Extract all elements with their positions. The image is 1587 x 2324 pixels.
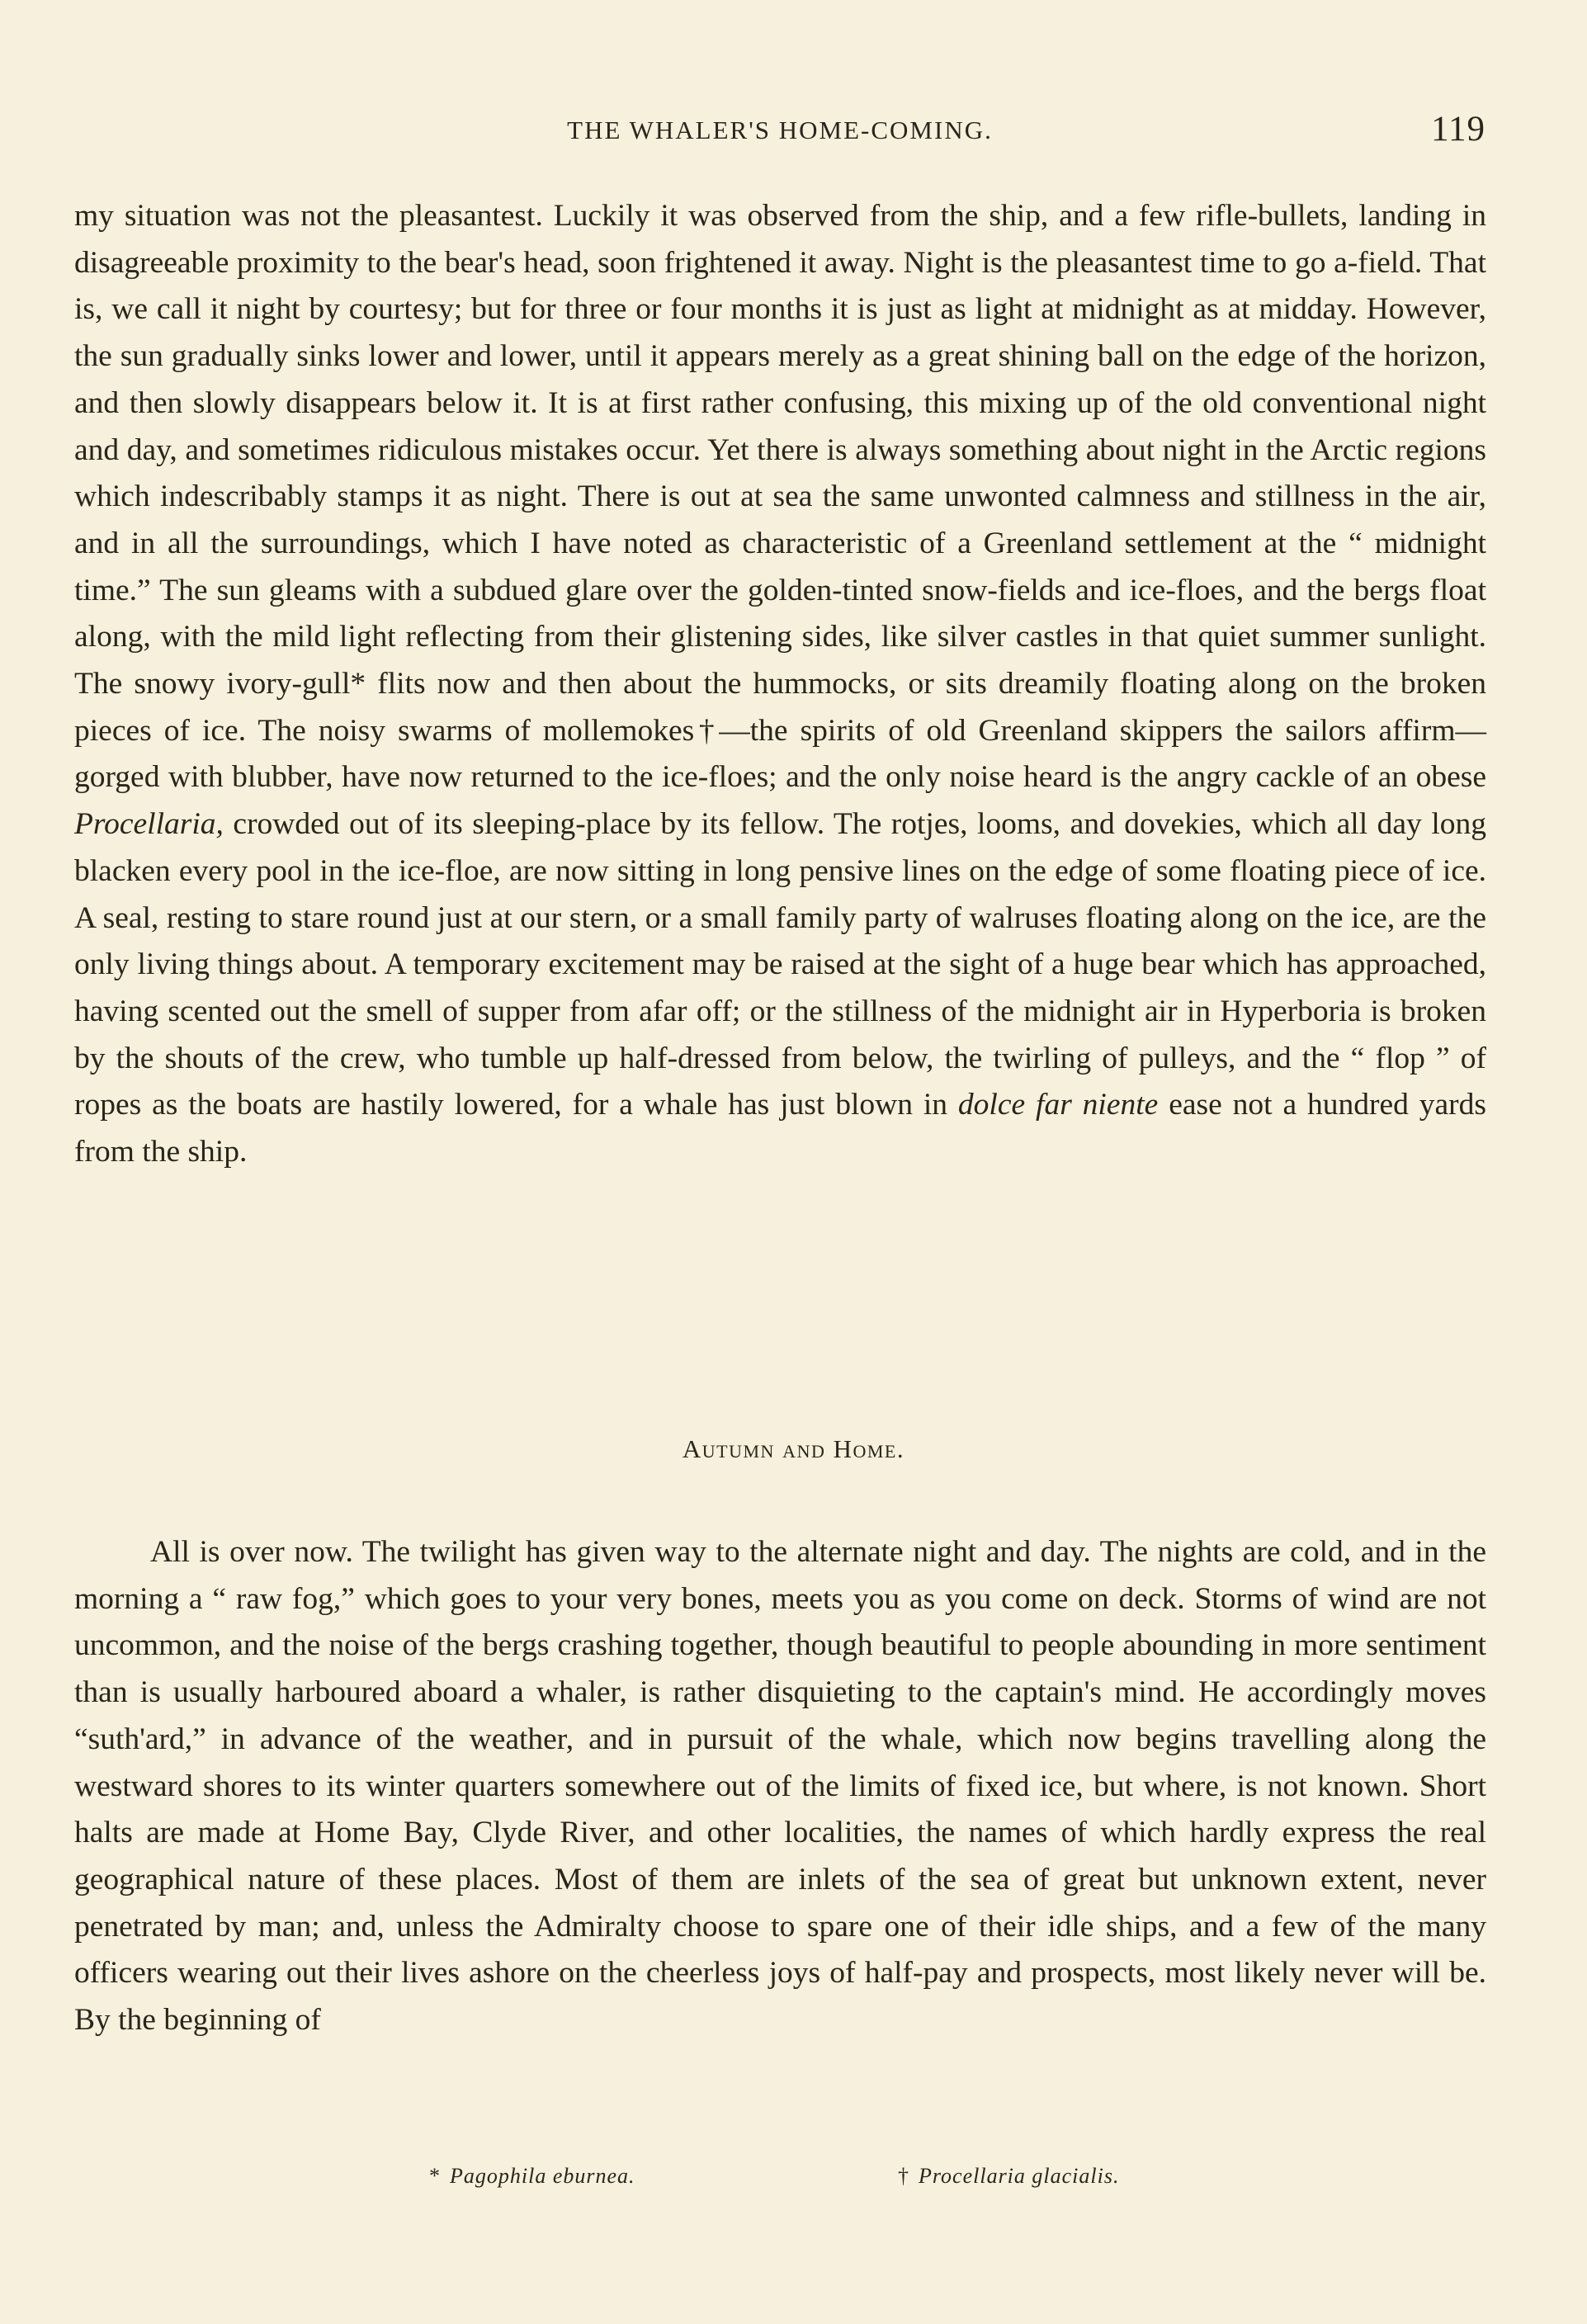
- paragraph-text-segment: my situation was not the pleasantest. Luckily it was observed from the ship, and a few rifle-bullets, landing in disagreeable proximity to the bear's head, soon frightened it away. Night is the pleasantest time to go a-field. That is, we call it night by courtesy; but for three or four months it is just as light at midnight as at midday. However, the sun gradually sinks lower and lower, until it appears merely as a great shining ball on the edge of the horizon, and then slowly disappears below it. It is at first rather confusing, this mixing up of the old conventional night and day, and sometimes ridiculous mistakes occur. Yet there is always something about night in the Arctic regions which indescribably stamps it as night. There is out at sea the same unwonted calmness and stillness in the air, and in all the surroundings, which I have noted as characteristic of a Greenland settlement at the “ midnight time.” The sun gleams with a subdued glare over the golden-tinted snow-fields and ice-floes, and the bergs float along, with the mild light reflecting from their glistening sides, like silver castles in that quiet summer sunlight. The snowy ivory-gull* flits now and then about the hummocks, or sits dreamily floating along on the broken pieces of ice. The noisy swarms of mollemokes†—the spirits of old Greenland skippers the sailors affirm—gorged with blubber, have now returned to the ice-floes; and the only noise heard is the angry cackle of an obese: [74, 199, 1486, 795]
- footnote-text: Procellaria glacialis.: [919, 2164, 1120, 2188]
- section-heading: Autumn and Home.: [682, 1434, 905, 1463]
- paragraph-autumn: All is over now. The twilight has given way to the alternate night and day. The nights are cold, and in the morning a “ raw fog,” which goes to your very bones, meets you as you come on deck. Storms of wind are not uncommon, and the noise of the bergs crashing together, though beautiful to people abounding in more sentiment than is usually harboured aboard a whaler, is rather disquieting to the captain's mind. He accordingly moves “suth'ard,” in advance of the weather, and in pursuit of the whale, which now begins travelling along the westward shores to its winter quarters somewhere out of the limits of fixed ice, but where, is not known. Short halts are made at Home Bay, Clyde River, and other localities, the names of which hardly express the real geographical nature of these places. Most of them are inlets of the sea of great but unknown extent, never penetrated by man; and, unless the Admiralty choose to spare one of their idle ships, and a few of the many officers wearing out their lives ashore on the cheerless joys of half-pay and prospects, most likely never will be. By the beginning of: [74, 1535, 1486, 2038]
- italic-term-procellaria: Procellaria,: [74, 807, 224, 842]
- page-number: 119: [1431, 110, 1485, 149]
- footnotes: [0, 2164, 1587, 2200]
- paragraph-midnight: [74, 193, 1486, 1176]
- italic-term-dolce-far-niente: dolce far niente: [957, 1088, 1159, 1122]
- footnote-mollemoke: [898, 2164, 1119, 2189]
- paragraph-text-segment: crowded out of its sleeping-place by its fellow. The rotjes, looms, and dovekies, which all day long blacken every pool in the ice-floe, are now sitting in long pensive lines on the edge of some floating piece of ice. A seal, resting to stare round just at our stern, or a small family party of walruses floating along on the ice, are the only living things about. A temporary excitement may be raised at the sight of a huge bear which has approached, having scented out the smell of supper from afar off; or the stillness of the midnight air in Hyperboria is broken by the shouts of the crew, who tumble up half-dressed from below, the twirling of pulleys, and the “ flop ” of ropes as the boats are hastily lowered, for a whale has just blown in: [74, 807, 1487, 1122]
- footnote-mark: *: [429, 2164, 440, 2188]
- footnote-text: Pagophila eburnea.: [450, 2164, 635, 2188]
- running-title: THE WHALER'S HOME-COMING.: [567, 116, 993, 144]
- footnote-ivory-gull: [429, 2164, 635, 2189]
- running-head: [74, 109, 1485, 158]
- footnote-mark: †: [898, 2164, 909, 2188]
- paragraph-text-segment: ease not a hundred yards from the ship.: [74, 1088, 1487, 1169]
